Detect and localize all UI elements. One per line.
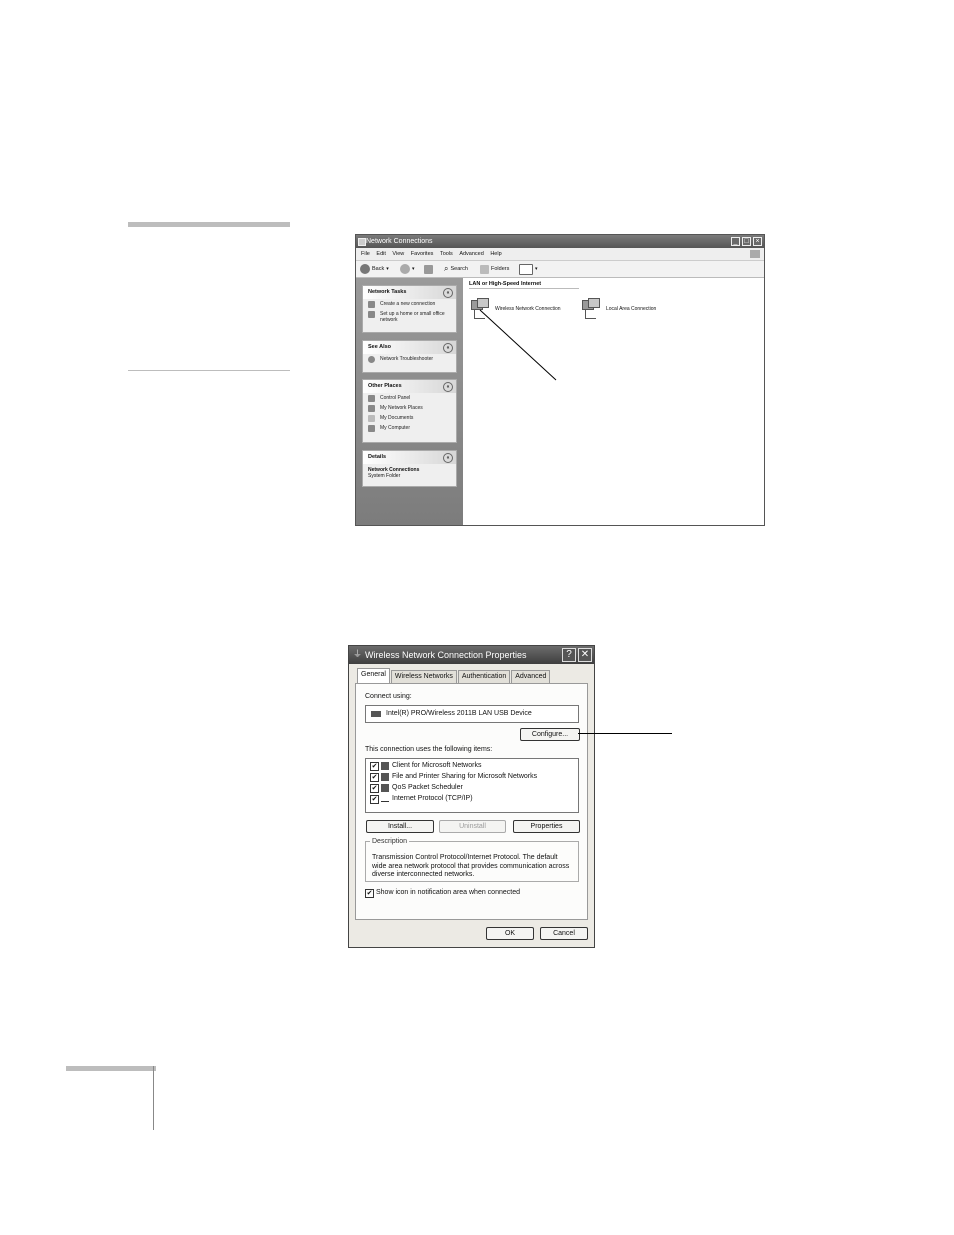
menu-file[interactable]: File [361, 251, 370, 257]
tab-wireless-networks[interactable]: Wireless Networks [391, 670, 457, 683]
views-button[interactable] [519, 263, 538, 275]
device-name: Intel(R) PRO/Wireless 2011B LAN USB Device [386, 710, 532, 717]
search-button[interactable] [444, 263, 468, 275]
local-area-connection-item[interactable] [582, 298, 656, 320]
minimize-button[interactable]: _ [731, 237, 740, 246]
properties-button[interactable]: Properties [513, 820, 580, 833]
components-list [365, 758, 579, 813]
documents-folder-icon [368, 415, 375, 422]
dropdown-arrow-icon: ▾ [386, 266, 389, 272]
forward-arrow-icon [400, 264, 410, 274]
panel-title: Network Tasks [368, 289, 407, 295]
toolbar [356, 261, 764, 278]
install-button[interactable]: Install... [366, 820, 434, 833]
task-pane [356, 278, 463, 525]
task-create-connection[interactable] [363, 299, 456, 309]
tab-authentication[interactable]: Authentication [458, 670, 510, 683]
link-label: Control Panel [380, 395, 411, 401]
network-adapter-icon [371, 711, 381, 717]
back-button[interactable] [360, 263, 389, 275]
scheduler-icon [381, 784, 389, 792]
search-icon: ⌕ [444, 264, 449, 273]
collapse-chevron-icon[interactable]: « [443, 343, 453, 353]
folders-icon [480, 265, 489, 274]
dialog-titlebar [349, 646, 594, 664]
link-label: My Network Places [380, 405, 423, 411]
task-label: Create a new connection [380, 301, 436, 307]
description-group [365, 838, 579, 882]
footer-vertical-rule [153, 1066, 154, 1130]
up-folder-icon [424, 265, 433, 274]
up-folder-button[interactable] [424, 263, 433, 275]
help-button[interactable]: ? [562, 648, 576, 662]
place-computer[interactable] [363, 423, 456, 433]
item-label: QoS Packet Scheduler [392, 784, 463, 791]
items-label: This connection uses the following items: [365, 746, 493, 753]
details-name: Network Connections [368, 467, 420, 473]
collapse-chevron-icon[interactable]: « [443, 453, 453, 463]
lan-connection-icon [582, 298, 600, 320]
footer-rule [66, 1066, 156, 1071]
panel-header[interactable] [363, 341, 456, 354]
connection-label: Wireless Network Connection [495, 306, 561, 312]
show-icon-checkbox[interactable]: ✔ [366, 889, 373, 897]
task-label: Set up a home or small office network [380, 311, 445, 323]
views-icon [519, 264, 533, 275]
item-checkbox[interactable]: ✔ [371, 784, 378, 792]
description-text: Transmission Control Protocol/Internet Protocol. The default wide area network protocol that provides communication across diverse interconnected networks. [372, 854, 570, 878]
back-arrow-icon [360, 264, 370, 274]
search-label: Search [450, 266, 468, 272]
tab-general[interactable]: General [357, 668, 390, 683]
item-checkbox[interactable]: ✔ [371, 773, 378, 781]
menu-help[interactable]: Help [490, 251, 502, 257]
see-also-troubleshooter[interactable] [363, 354, 456, 364]
network-icon: ⏚ [353, 649, 363, 659]
collapse-chevron-icon[interactable]: « [443, 288, 453, 298]
mid-margin-rule [128, 370, 290, 371]
tab-advanced[interactable]: Advanced [511, 670, 550, 683]
place-network-places[interactable] [363, 403, 456, 413]
link-label: My Documents [380, 415, 414, 421]
cancel-button[interactable]: Cancel [540, 927, 588, 940]
collapse-chevron-icon[interactable]: « [443, 382, 453, 392]
general-tab-page [355, 683, 588, 920]
task-home-network[interactable] [363, 309, 456, 325]
list-item[interactable] [370, 794, 473, 804]
client-icon [381, 762, 389, 770]
window-titlebar [356, 235, 764, 248]
link-label: Network Troubleshooter [380, 356, 434, 362]
folders-button[interactable] [480, 263, 509, 275]
show-icon-label: Show icon in notification area when connected [376, 889, 520, 896]
configure-button[interactable]: Configure... [520, 728, 580, 741]
details-panel [362, 450, 457, 487]
callout-line-configure [578, 733, 672, 734]
panel-title: Details [368, 454, 387, 460]
windows-flag-icon [750, 250, 760, 258]
close-button[interactable]: ✕ [578, 648, 592, 662]
item-label: Internet Protocol (TCP/IP) [392, 795, 473, 802]
new-connection-icon [368, 301, 375, 308]
network-folder-icon [358, 238, 366, 246]
menu-bar [356, 248, 764, 261]
details-type: System Folder [368, 473, 401, 479]
other-places-panel [362, 379, 457, 443]
folders-label: Folders [491, 266, 510, 272]
callout-line-wireless [470, 305, 570, 385]
control-panel-icon [368, 395, 375, 402]
item-checkbox[interactable]: ✔ [371, 795, 378, 803]
description-legend: Description [372, 838, 408, 845]
menu-tools[interactable]: Tools [439, 251, 453, 257]
panel-title: Other Places [368, 383, 402, 389]
forward-button[interactable] [400, 263, 415, 275]
list-item[interactable] [370, 772, 537, 782]
place-documents[interactable] [363, 413, 456, 423]
uninstall-button: Uninstall [439, 820, 506, 833]
connect-using-label: Connect using: [365, 693, 412, 700]
menu-view[interactable]: View [392, 251, 405, 257]
network-tasks-panel [362, 285, 457, 333]
top-margin-rule [128, 222, 290, 227]
protocol-icon [381, 797, 389, 802]
dropdown-arrow-icon: ▾ [535, 266, 538, 272]
panel-title: See Also [368, 344, 392, 350]
device-field [365, 705, 579, 723]
list-item[interactable] [370, 783, 463, 793]
panel-header[interactable] [363, 451, 456, 464]
close-button[interactable]: × [753, 237, 762, 246]
panel-header[interactable] [363, 380, 456, 393]
place-control-panel[interactable] [363, 393, 456, 403]
group-header: LAN or High-Speed Internet [469, 281, 579, 289]
dropdown-arrow-icon: ▾ [412, 266, 415, 272]
menu-advanced[interactable]: Advanced [459, 251, 484, 257]
computer-icon [368, 425, 375, 432]
panel-header[interactable] [363, 286, 456, 299]
home-network-icon [368, 311, 375, 318]
menu-edit[interactable]: Edit [376, 251, 386, 257]
show-icon-option[interactable] [365, 888, 520, 898]
item-label: Client for Microsoft Networks [392, 762, 482, 769]
item-checkbox[interactable]: ✔ [371, 762, 378, 770]
menu-favorites[interactable]: Favorites [410, 251, 434, 257]
item-label: File and Printer Sharing for Microsoft Networks [392, 773, 538, 780]
connection-label: Local Area Connection [606, 306, 657, 312]
info-icon [368, 356, 375, 363]
properties-dialog [348, 645, 595, 948]
list-item[interactable] [370, 761, 481, 771]
link-label: My Computer [380, 425, 411, 431]
sharing-icon [381, 773, 389, 781]
window-title: Network Connections [366, 238, 433, 245]
ok-button[interactable]: OK [486, 927, 534, 940]
dialog-title: Wireless Network Connection Properties [365, 650, 527, 660]
network-places-icon [368, 405, 375, 412]
maximize-button[interactable]: □ [742, 237, 751, 246]
back-label: Back [372, 266, 385, 272]
see-also-panel [362, 340, 457, 373]
